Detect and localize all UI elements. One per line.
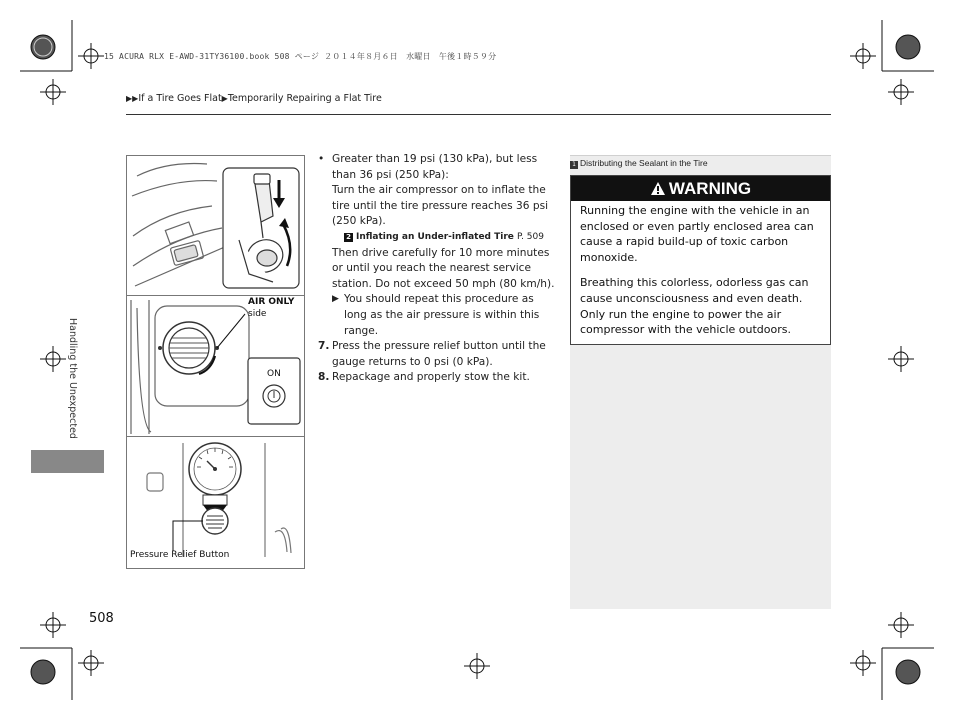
header-rule xyxy=(126,114,831,115)
sidebar-title xyxy=(570,158,708,169)
pressure-gauge-illustration xyxy=(127,437,304,568)
breadcrumb-sep-icon: ▶ xyxy=(221,94,228,103)
compressor-dial-illustration xyxy=(127,296,304,437)
note-triangle-icon: ▶ xyxy=(332,294,339,305)
side-tab-label: Handling the Unexpected xyxy=(67,318,78,439)
panel-pressure-gauge xyxy=(127,437,304,568)
air-only-label: AIR ONLY xyxy=(248,297,295,307)
warning-header xyxy=(571,176,830,201)
xref-page: P. 509 xyxy=(517,231,544,242)
breadcrumb-part2: Temporarily Repairing a Flat Tire xyxy=(227,93,382,104)
xref-arrow-icon: 2 xyxy=(344,233,353,242)
sidebar-title-text: Distributing the Sealant in the Tire xyxy=(580,158,708,168)
panel-compressor-dial xyxy=(127,296,304,437)
warning-text xyxy=(580,203,824,348)
panel-sealant-bottle xyxy=(127,156,304,296)
sidebar-ref-icon: 1 xyxy=(570,161,578,169)
para-drive: Then drive carefully for 10 more minutes or until you reach the nearest service station. Do not exceed 50 mph (80 km/h). xyxy=(332,246,555,290)
warning-para-2: Breathing this colorless, odorless gas can cause unconsciousness and even death. Only run the engine to power the air compressor with the vehicle outdoors. xyxy=(580,276,809,337)
breadcrumb xyxy=(126,93,382,104)
step-7-text: Press the pressure relief button until the gauge returns to 0 psi (0 kPa). xyxy=(332,340,546,368)
warning-heading: WARNING xyxy=(668,179,752,198)
breadcrumb-part1: If a Tire Goes Flat xyxy=(138,93,222,104)
step-7-number: 7. xyxy=(318,340,330,353)
on-label: ON xyxy=(267,369,281,379)
sealant-bottle-illustration xyxy=(127,156,304,296)
note-text: You should repeat this procedure as long as the air pressure is within this range. xyxy=(344,293,540,337)
side-tab-bar xyxy=(31,450,104,473)
note-repeat xyxy=(316,292,560,339)
sidebar-title-bar xyxy=(570,155,831,172)
breadcrumb-arrows-icon: ▶▶ xyxy=(126,94,139,103)
print-header: 15 ACURA RLX E-AWD-31TY36100.book 508 ページ ２０１４年８月６日 水曜日 午後１時５９分 xyxy=(104,52,497,61)
warning-box xyxy=(570,175,831,345)
warning-para-1: Running the engine with the vehicle in an enclosed or even partly enclosed area can cause a rapid build-up of toxic carbon monoxide. xyxy=(580,204,814,264)
step-8-number: 8. xyxy=(318,371,330,384)
page-number: 508 xyxy=(89,611,114,626)
step-7 xyxy=(316,339,560,370)
illustration-figure xyxy=(126,155,305,569)
xref-label: Inflating an Under-inflated Tire xyxy=(356,231,514,242)
para-inflate: Turn the air compressor on to inflate the tire until the tire pressure reaches 36 psi (250 kPa). xyxy=(332,184,549,228)
step-8-text: Repackage and properly stow the kit. xyxy=(332,371,530,384)
bullet-pressure-range: • Greater than 19 psi (130 kPa), but less than 36 psi (250 kPa): xyxy=(316,152,560,183)
warning-triangle-icon xyxy=(650,181,666,196)
procedure-text xyxy=(316,152,560,386)
pressure-relief-label: Pressure Relief Button xyxy=(130,550,230,560)
side-label: side xyxy=(248,309,267,319)
step-8 xyxy=(316,370,560,386)
cross-reference[interactable] xyxy=(316,230,560,246)
sidebar xyxy=(570,155,831,609)
